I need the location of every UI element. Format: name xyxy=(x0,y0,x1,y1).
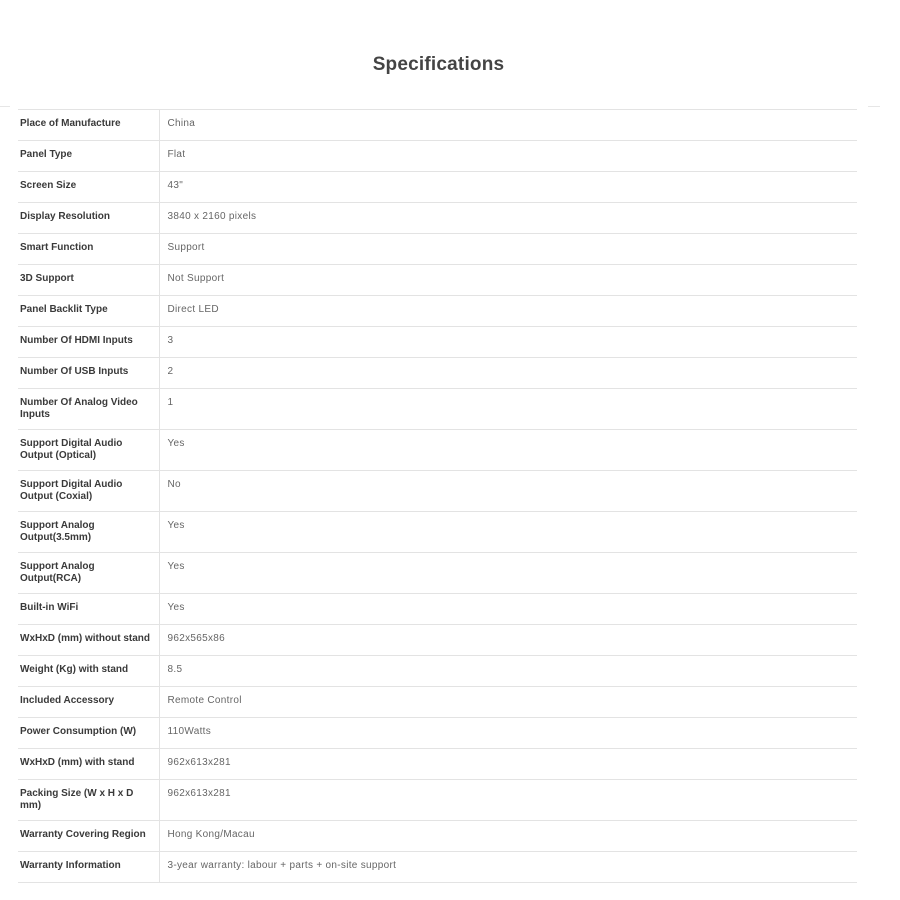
spec-label: Support Analog Output(RCA) xyxy=(18,553,159,594)
spec-value: 3-year warranty: labour + parts + on-site support xyxy=(167,860,397,871)
spec-label: Place of Manufacture xyxy=(18,110,159,141)
spec-label: Weight (Kg) with stand xyxy=(18,656,159,687)
spec-value: 962x565x86 xyxy=(167,633,225,644)
spec-label: Panel Type xyxy=(18,141,159,172)
spec-label: Smart Function xyxy=(18,234,159,265)
spec-value: 962x613x281 xyxy=(167,788,231,799)
spec-label: Number Of Analog Video Inputs xyxy=(18,389,159,430)
spec-label: Display Resolution xyxy=(18,203,159,234)
spec-label: Power Consumption (W) xyxy=(18,718,159,749)
spec-label: 3D Support xyxy=(18,265,159,296)
spec-row xyxy=(18,594,857,625)
spec-label: Support Analog Output(3.5mm) xyxy=(18,512,159,553)
spec-value: 43" xyxy=(167,180,184,191)
spec-row xyxy=(18,141,857,172)
spec-value: Yes xyxy=(167,520,185,531)
spec-row xyxy=(18,203,857,234)
spec-value: No xyxy=(167,479,181,490)
page-title: Specifications xyxy=(372,54,505,75)
spec-value: 3 xyxy=(167,335,174,346)
spec-value: Direct LED xyxy=(167,304,219,315)
spec-row xyxy=(18,327,857,358)
divider-right xyxy=(868,106,880,107)
spec-value: China xyxy=(167,118,196,129)
spec-row xyxy=(18,234,857,265)
spec-value: Flat xyxy=(167,149,186,160)
spec-label: Support Digital Audio Output (Optical) xyxy=(18,430,159,471)
spec-value: Yes xyxy=(167,438,185,449)
spec-row xyxy=(18,625,857,656)
spec-row xyxy=(18,430,857,471)
spec-label: Built-in WiFi xyxy=(18,594,159,625)
specifications-table xyxy=(18,109,857,883)
spec-row xyxy=(18,821,857,852)
divider-left xyxy=(0,106,10,107)
spec-label: Packing Size (W x H x D mm) xyxy=(18,780,159,821)
spec-label: Number Of HDMI Inputs xyxy=(18,327,159,358)
spec-row xyxy=(18,110,857,141)
spec-label: Number Of USB Inputs xyxy=(18,358,159,389)
spec-label: Screen Size xyxy=(18,172,159,203)
spec-value: Not Support xyxy=(167,273,225,284)
spec-row xyxy=(18,358,857,389)
spec-label: Support Digital Audio Output (Coxial) xyxy=(18,471,159,512)
spec-label: Warranty Covering Region xyxy=(18,821,159,852)
spec-value: 8.5 xyxy=(167,664,183,675)
spec-value: Yes xyxy=(167,602,185,613)
spec-row xyxy=(18,512,857,553)
spec-row xyxy=(18,687,857,718)
spec-value: Yes xyxy=(167,561,185,572)
spec-value: Hong Kong/Macau xyxy=(167,829,255,840)
spec-label: WxHxD (mm) without stand xyxy=(18,625,159,656)
spec-row xyxy=(18,852,857,883)
spec-value: Support xyxy=(167,242,205,253)
spec-row xyxy=(18,553,857,594)
spec-row xyxy=(18,780,857,821)
spec-row xyxy=(18,265,857,296)
spec-row xyxy=(18,172,857,203)
spec-value: 962x613x281 xyxy=(167,757,231,768)
spec-row xyxy=(18,656,857,687)
spec-value: Remote Control xyxy=(167,695,242,706)
spec-row xyxy=(18,471,857,512)
spec-label: Included Accessory xyxy=(18,687,159,718)
spec-value: 2 xyxy=(167,366,174,377)
spec-row xyxy=(18,389,857,430)
spec-value: 3840 x 2160 pixels xyxy=(167,211,257,222)
spec-row xyxy=(18,296,857,327)
spec-row xyxy=(18,749,857,780)
spec-label: Warranty Information xyxy=(18,852,159,883)
spec-row xyxy=(18,718,857,749)
spec-value: 110Watts xyxy=(167,726,212,737)
spec-label: WxHxD (mm) with stand xyxy=(18,749,159,780)
spec-value: 1 xyxy=(167,397,174,408)
spec-label: Panel Backlit Type xyxy=(18,296,159,327)
